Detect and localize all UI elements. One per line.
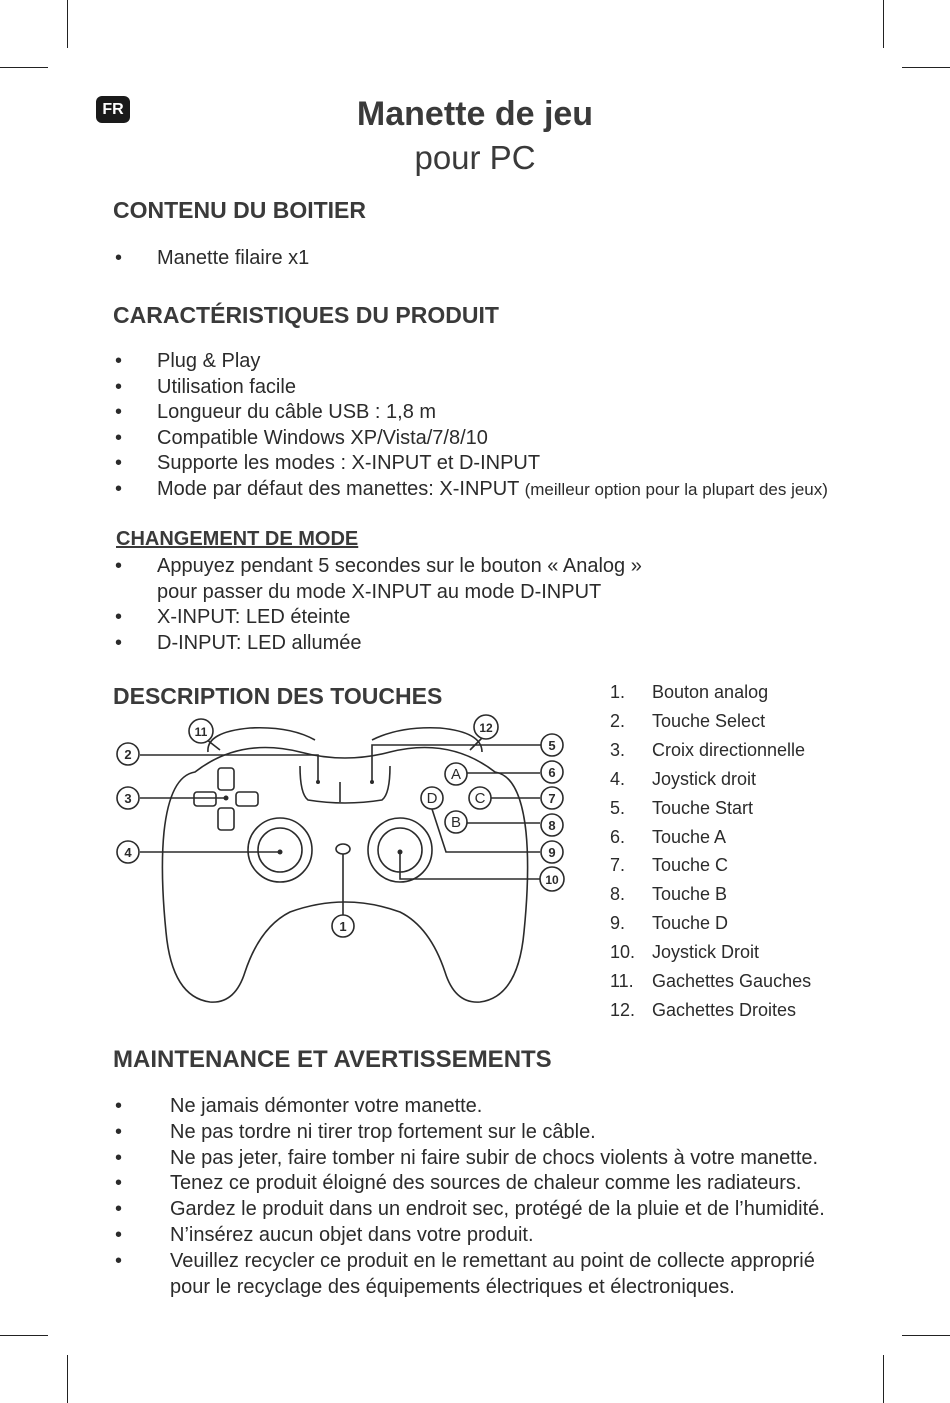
select-dot — [316, 780, 320, 784]
button-c-label: C — [474, 790, 486, 807]
crop-mark — [67, 1355, 68, 1403]
contents-list — [113, 246, 309, 272]
list-item-line: Veuillez recycler ce produit en le remettant au point de collecte approprié — [170, 1249, 815, 1272]
callout-12 — [474, 715, 498, 739]
start-dot — [370, 780, 374, 784]
callout-11 — [189, 719, 213, 743]
right-trigger — [372, 728, 482, 752]
right-stick-dot — [398, 850, 403, 855]
features-list — [113, 349, 828, 503]
legend-item: 4. Joystick droit — [610, 768, 757, 789]
list-item-line: pour passer du mode X-INPUT au mode D-INPUT — [157, 580, 602, 603]
center-panel — [300, 766, 390, 803]
contents-heading: CONTENU DU BOITIER — [113, 197, 366, 223]
callout-10 — [540, 867, 564, 891]
analog-led — [336, 844, 350, 854]
callout-4 — [117, 841, 139, 863]
list-item — [113, 554, 642, 605]
svg-text:6: 6 — [548, 765, 556, 780]
legend-item: 1. Bouton analog — [610, 682, 769, 702]
crop-mark — [0, 1335, 48, 1336]
dpad-center-dot — [224, 796, 229, 801]
list-item — [113, 1249, 825, 1301]
svg-text:8: 8 — [548, 818, 556, 833]
callout-6 — [541, 761, 563, 783]
buttons-heading: DESCRIPTION DES TOUCHES — [113, 683, 443, 709]
crop-mark — [902, 67, 950, 68]
legend-item: 9. Touche D — [610, 913, 729, 934]
list-item-line: Appuyez pendant 5 secondes sur le bouton « Analog » — [157, 555, 642, 577]
legend-item: 5. Touche Start — [610, 797, 754, 818]
controller-body — [162, 748, 527, 1003]
callout-1 — [332, 915, 354, 937]
button-b-label: B — [450, 814, 462, 831]
list-item: • Compatible Windows XP/Vista/7/8/10 — [113, 426, 828, 452]
maintenance-list — [113, 1094, 825, 1300]
list-item: • Ne pas tordre ni tirer trop fortement sur le câble. — [113, 1120, 825, 1146]
callout-2 — [117, 743, 139, 765]
svg-text:10: 10 — [545, 873, 559, 887]
dpad-left — [194, 792, 216, 806]
dpad-up — [218, 768, 234, 790]
legend-item: 8. Touche B — [610, 884, 728, 905]
features-heading: CARACTÉRISTIQUES DU PRODUIT — [113, 302, 499, 328]
list-item-line: pour le recyclage des équipements électriques et électroniques. — [170, 1275, 735, 1298]
button-a-label: A — [450, 766, 462, 783]
callout-7 — [541, 787, 563, 809]
maintenance-heading: MAINTENANCE ET AVERTISSEMENTS — [113, 1046, 552, 1073]
list-item: • X-INPUT: LED éteinte — [113, 605, 642, 631]
legend-item: 6. Touche A — [610, 826, 727, 847]
list-item: • Utilisation facile — [113, 375, 828, 401]
svg-text:11: 11 — [194, 725, 208, 739]
svg-text:1: 1 — [339, 919, 347, 934]
button-d-label: D — [426, 790, 438, 807]
left-stick-dot — [278, 850, 283, 855]
legend-item: 12. Gachettes Droites — [610, 999, 797, 1020]
page-title: Manette de jeu — [356, 95, 594, 133]
list-item: • Gardez le produit dans un endroit sec, protégé de la pluie et de l’humidité. — [113, 1197, 825, 1223]
list-item: • Ne pas jeter, faire tomber ni faire subir de chocs violents à votre manette. — [113, 1146, 825, 1172]
list-item-note: (meilleur option pour la plupart des jeux) — [524, 479, 828, 499]
crop-mark — [67, 0, 68, 48]
svg-text:3: 3 — [124, 791, 132, 806]
gamepad-diagram — [110, 712, 580, 1012]
list-item: • D-INPUT: LED allumée — [113, 631, 642, 657]
crop-mark — [902, 1335, 950, 1336]
callout-5 — [541, 734, 563, 756]
list-item: • Plug & Play — [113, 349, 828, 375]
list-item: • Tenez ce produit éloigné des sources de chaleur comme les radiateurs. — [113, 1171, 825, 1197]
callout-3 — [117, 787, 139, 809]
mode-heading: CHANGEMENT DE MODE — [116, 528, 359, 550]
list-item-text: Mode par défaut des manettes: X-INPUT — [157, 477, 520, 500]
dpad-down — [218, 808, 234, 830]
legend-item: 3. Croix directionnelle — [610, 739, 806, 760]
legend-item: 2. Touche Select — [610, 710, 766, 731]
legend-item: 10. Joystick Droit — [610, 942, 760, 963]
callout-8 — [541, 814, 563, 836]
mode-list — [113, 554, 642, 656]
svg-text:4: 4 — [124, 845, 132, 860]
language-badge: FR — [96, 96, 130, 123]
list-item: • Ne jamais démonter votre manette. — [113, 1094, 825, 1120]
list-item: • Supporte les modes : X-INPUT et D-INPUT — [113, 451, 828, 477]
svg-text:12: 12 — [479, 721, 493, 735]
svg-text:5: 5 — [548, 738, 556, 753]
list-item: • Longueur du câble USB : 1,8 m — [113, 400, 828, 426]
svg-text:7: 7 — [548, 791, 556, 806]
crop-mark — [883, 0, 884, 48]
list-item: • N’insérez aucun objet dans votre produit. — [113, 1223, 825, 1249]
svg-text:9: 9 — [548, 845, 556, 860]
crop-mark — [0, 67, 48, 68]
crop-mark — [883, 1355, 884, 1403]
dpad-right — [236, 792, 258, 806]
callout-9 — [541, 841, 563, 863]
list-item: • Manette filaire x1 — [113, 246, 309, 272]
buttons-legend — [610, 678, 811, 1025]
page-subtitle: pour PC — [414, 139, 536, 176]
legend-item: 11. Gachettes Gauches — [610, 971, 812, 992]
list-item — [113, 477, 828, 503]
svg-text:2: 2 — [124, 747, 132, 762]
legend-item: 7. Touche C — [610, 855, 729, 876]
